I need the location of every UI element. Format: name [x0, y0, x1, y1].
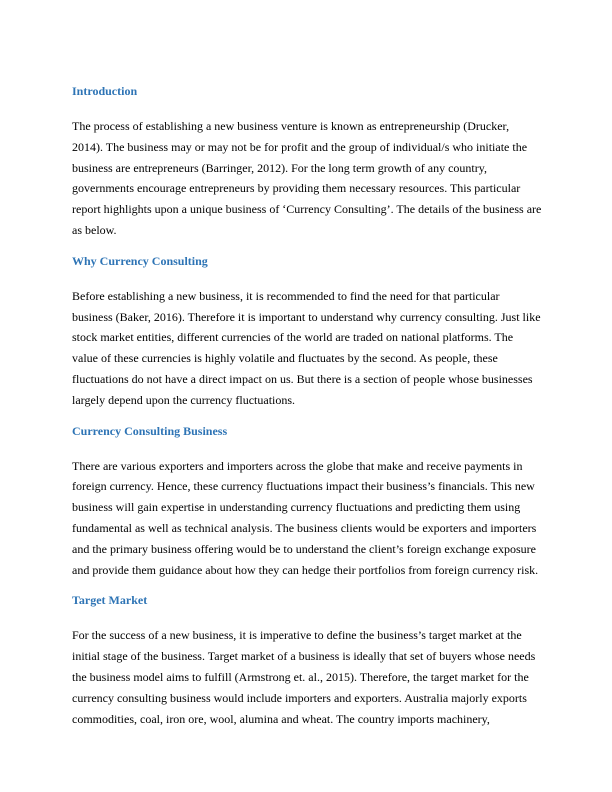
- section-heading-why-currency-consulting: Why Currency Consulting: [72, 253, 208, 268]
- section-paragraph-target-market: For the success of a new business, it is imperative to define the business’s target market at the initial stage of the business. Target market of a business is ideally that set of buyers whose needs the business model aims to fulfill (Armstrong et. al., 2015). Therefore, the target market for the currency consulting business would include importers and exporters. Australia majorly exports commodities, coal, iron ore, wool, alumina and wheat. The country imports machinery,: [72, 628, 536, 726]
- section-paragraph-why-currency-consulting: Before establishing a new business, it is recommended to find the need for that particular business (Baker, 2016). Therefore it is important to understand why currency consulting. Just like stock market entities, different currencies of the world are traded on national platforms. The value of these currencies is highly volatile and fluctuates by the second. As people, these fluctuations do not have a direct impact on us. But there is a section of people whose businesses largely depend upon the currency fluctuations.: [72, 288, 541, 407]
- document-body: [72, 83, 542, 741]
- section-paragraph-currency-consulting-business: There are various exporters and importers across the globe that make and receive payments in foreign currency. Hence, these currency fluctuations impact their business’s financials. This new business will gain expertise in understanding currency fluctuations and predicting them using fundamental as well as technical analysis. The business clients would be exporters and importers and the primary business offering would be to understand the client’s foreign exchange exposure and provide them guidance about how they can hedge their portfolios from foreign currency risk.: [72, 458, 539, 577]
- section-heading-target-market: Target Market: [72, 593, 148, 608]
- section-heading-currency-consulting-business: Currency Consulting Business: [72, 423, 228, 438]
- section-heading-introduction: Introduction: [72, 84, 138, 98]
- section-paragraph-introduction: The process of establishing a new business venture is known as entrepreneurship (Drucker, 2014). The business may or may not be for profit and the group of individual/s who initiate the business are entrepreneurs (Barringer, 2012). For the long term growth of any country, governments encourage entrepreneurs by providing them necessary resources. This particular report highlights upon a unique business of ‘Currency Consulting’. The details of the business are as below.: [72, 119, 542, 237]
